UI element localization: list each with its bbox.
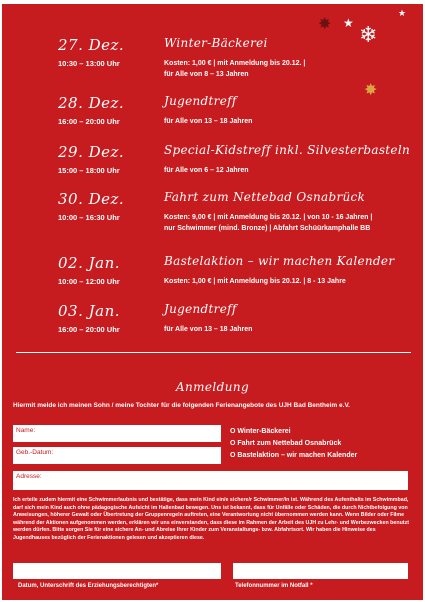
option-winter-baeckerei[interactable]: O Winter-Bäckerei [230, 428, 291, 435]
event-info [164, 59, 419, 80]
option-bastelaktion[interactable]: O Bastelaktion – wir machen Kalender [230, 452, 358, 459]
star-icon: ★ [398, 8, 407, 18]
event-title: Fahrt zum Nettebad Osnabrück [164, 190, 366, 204]
birthdate-field[interactable] [13, 447, 221, 464]
event-info [164, 117, 419, 128]
option-nettebad[interactable]: O Fahrt zum Nettebad Osnabrück [230, 440, 342, 447]
registration-intro: Hiermit melde ich meinen Sohn / meine Tochter für die folgenden Ferienangebote des UJH Bad Bentheim e.V. [13, 402, 350, 409]
snowflake-icon: ❄ [359, 22, 378, 47]
star-icon: ★ [343, 16, 354, 30]
signature-field[interactable] [13, 563, 221, 579]
event-info [164, 213, 419, 234]
consent-text: Ich erteile zudem hiermit eine Schwimmerlaubnis und bestätige, dass mein Kind ein/e sichere/r Schwimmer/in ist. Während des Aufenthalts im Schwimmbad, darf sich mein Kind auch ohne pädagogische Aufsicht im Hallenbad bewegen. Uns ist bekannt, dass für Unfälle oder Schäden, die durch Nichtbefolgung von Anweisungen, höherer Gewalt oder Übertretung der Gruppenregeln auftreten, eine Verantwortung nicht übernommen werden kann. Wenn Bilder oder Filme während der Aktionen aufgenommen werden, erklären wir uns einverstanden, dass diese im Rahmen der Arbeit des UJH zu Lehr- und Werbezwecken benutzt werden dürfen. Bitte sorgen Sie für eine sichere An- und Abreise Ihrer Kinder zum Veranstaltungs- bzw. Abfahrtsort. Wir haben die Hinweise des Jugendhauses bezüglich der Ferienaktionen gelesen und akzeptieren diese. [13, 497, 409, 541]
name-field-label: Name: [16, 427, 36, 434]
event-date: 29. Dez. [58, 143, 125, 161]
event-info [164, 325, 419, 336]
address-field-label: Adresse: [16, 473, 42, 480]
star-icon: ✸ [318, 16, 332, 33]
left-border [0, 0, 2, 602]
signature-label: Datum, Unterschrift des Erziehungsberechtigten* [18, 583, 159, 589]
event-info-line: Kosten: 9,00 € | mit Anmeldung bis 20.12. | von 10 - 16 Jahren | [164, 214, 373, 221]
event-info-line: für Alle von 8 – 13 Jahren [164, 70, 249, 78]
star-icon: ✸ [364, 82, 378, 99]
event-info-line: für Alle von 6 – 12 Jahren [164, 167, 249, 174]
event-time: 10:00 – 12:00 Uhr [58, 277, 120, 286]
event-date: 03. Jan. [58, 302, 121, 320]
phone-field[interactable] [233, 563, 408, 579]
registration-title: Anmeldung [175, 380, 250, 394]
event-title: Jugendtreff [164, 302, 237, 316]
address-field[interactable] [13, 471, 408, 490]
event-date: 30. Dez. [58, 190, 125, 208]
top-border [0, 0, 425, 4]
event-title: Winter-Bäckerei [164, 36, 268, 50]
event-title: Jugendtreff [164, 94, 237, 108]
event-title: Special-Kidstreff inkl. Silvesterbasteln [164, 143, 410, 157]
event-info-line: Kosten: 1,00 € | mit Anmeldung bis 20.12. | [164, 60, 306, 67]
event-info [164, 166, 419, 177]
event-info-line: für Alle von 13 – 18 Jahren [164, 326, 253, 333]
event-date: 28. Dez. [58, 94, 125, 112]
name-field[interactable] [13, 425, 221, 442]
event-date: 02. Jan. [58, 254, 121, 272]
event-time: 10:30 – 13:00 Uhr [58, 59, 120, 68]
event-time: 15:00 – 18:00 Uhr [58, 166, 120, 175]
phone-label: Telefonnummer im Notfall * [235, 583, 313, 589]
birthdate-field-label: Geb.-Datum: [16, 449, 54, 456]
event-time: 16:00 – 20:00 Uhr [58, 117, 120, 126]
event-title: Bastelaktion – wir machen Kalender [164, 254, 395, 268]
event-info [164, 277, 419, 288]
event-time: 16:00 – 20:00 Uhr [58, 325, 120, 334]
event-info-line: für Alle von 13 – 18 Jahren [164, 118, 253, 125]
event-info-line: Kosten: 1,00 € | mit Anmeldung bis 20.12. | 8 - 13 Jahre [164, 278, 346, 285]
event-time: 10:00 – 16:30 Uhr [58, 213, 120, 222]
event-date: 27. Dez. [58, 36, 125, 54]
event-info-line: nur Schwimmer (mind. Bronze) | Abfahrt Schüürkamphalle BB [164, 224, 371, 232]
section-divider [16, 352, 411, 353]
